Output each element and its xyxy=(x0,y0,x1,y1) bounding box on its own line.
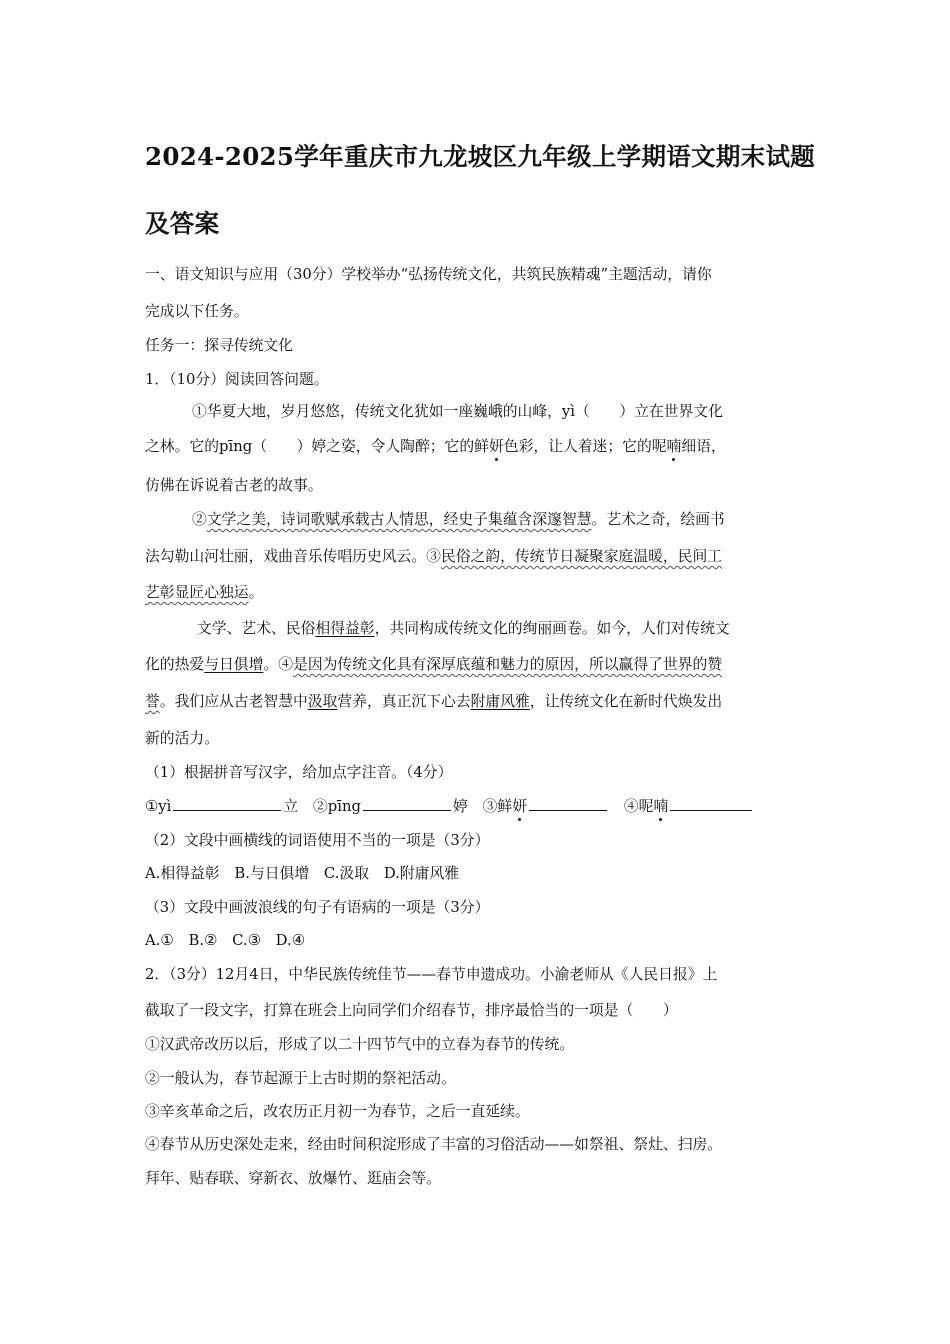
dotted-char: 妍 xyxy=(512,798,528,815)
text: 营养，真正沉下心去 xyxy=(337,693,471,710)
question-2-stem-line2: 截取了一段文字，打算在班会上向同学们介绍春节，排序最恰当的一项是（ ） xyxy=(145,1002,678,1019)
sentence-3: ③辛亥革命之后，改农历正月初一为春节，之后一直延续。 xyxy=(145,1103,530,1120)
section-intro-line2: 完成以下任务。 xyxy=(145,303,249,320)
dotted-char: 喃 xyxy=(666,438,682,455)
dotted-char: 妍 xyxy=(488,438,504,455)
dotted-char: 喃 xyxy=(653,798,669,815)
text: 化的热爱 xyxy=(145,656,205,673)
sentence-1: ①汉武帝改历以后，形成了以二十四节气中的立春为春节的传统。 xyxy=(145,1036,575,1053)
wavy-underlined-sentence: 民俗之韵，传统节日凝聚家庭温暖，民间工 xyxy=(440,548,723,565)
fill-in-blanks-row xyxy=(145,796,754,817)
text: 文学、艺术、民俗 xyxy=(197,620,316,637)
blank-suffix: 立 xyxy=(283,798,299,815)
answer-blank[interactable] xyxy=(363,796,451,811)
task-heading: 任务一：探寻传统文化 xyxy=(145,337,293,354)
document-title-line1: 2024-2025学年重庆市九龙坡区九年级上学期语文期末试题 xyxy=(145,142,816,171)
answer-blank[interactable] xyxy=(529,796,607,811)
sentence-4-line2: 拜年、贴春联、穿新衣、放爆竹、逛庙会等。 xyxy=(145,1170,441,1187)
text: 细语， xyxy=(681,438,726,455)
section-intro-line1: 一、语文知识与应用（30分）学校举办“弘扬传统文化，共筑民族精魂”主题活动，请你 xyxy=(145,266,712,283)
blank-label: ①yì xyxy=(145,798,172,815)
blank-label: ③鲜 xyxy=(482,798,513,815)
passage-p3-line1 xyxy=(197,619,730,639)
text: ，让传统文化在新时代焕发出 xyxy=(529,693,723,710)
passage-p2-line2 xyxy=(145,547,722,567)
text: 。我们应从古老智慧中 xyxy=(159,693,308,710)
text: ，共同构成传统文化的绚丽画卷。如今，人们对传统文 xyxy=(374,620,730,637)
text: ② xyxy=(192,511,207,528)
text: 法勾勒山河壮丽，戏曲音乐传唱历史风云。③ xyxy=(145,548,441,565)
underlined-word: 汲取 xyxy=(307,693,338,710)
underlined-word: 与日俱增 xyxy=(204,656,264,673)
question-2-stem-line1: 2．（3分）12月4日，中华民族传统佳节——春节申遗成功。小渝老师从《人民日报》上 xyxy=(145,966,718,983)
wavy-underlined-sentence: 誉 xyxy=(145,693,160,710)
passage-p2-line3 xyxy=(145,583,263,603)
question-1-stem: 1．（10分）阅读回答问题。 xyxy=(145,371,329,388)
answer-blank[interactable] xyxy=(670,796,752,811)
subquestion-2-options: A.相得益彰 B.与日俱增 C.汲取 D.附庸风雅 xyxy=(145,865,460,882)
subquestion-3: （3）文段中画波浪线的句子有语病的一项是（3分） xyxy=(145,899,490,916)
passage-p3-line2 xyxy=(145,655,722,675)
wavy-underlined-sentence: 是因为传统文化具有深厚底蕴和魅力的原因，所以赢得了世界的赞 xyxy=(293,656,723,673)
underlined-word: 附庸风雅 xyxy=(470,693,530,710)
text: 。④ xyxy=(263,656,294,673)
passage-p3-line4: 新的活力。 xyxy=(145,730,219,747)
passage-p1-line2 xyxy=(145,437,726,457)
text: 。 xyxy=(248,584,264,601)
wavy-underlined-sentence: 艺彰显匠心独运 xyxy=(145,584,249,601)
blank-label: ②pīng xyxy=(312,798,361,815)
sentence-2: ②一般认为，春节起源于上古时期的祭祀活动。 xyxy=(145,1070,456,1087)
document-title-line2: 及答案 xyxy=(145,209,220,238)
subquestion-1: （1）根据拼音写汉字，给加点字注音。（4分） xyxy=(145,764,453,781)
subquestion-2: （2）文段中画横线的词语使用不当的一项是（3分） xyxy=(145,832,490,849)
blank-label: ④呢 xyxy=(623,798,654,815)
blank-suffix: 婷 xyxy=(453,798,468,815)
passage-p1-line1: ①华夏大地，岁月悠悠，传统文化犹如一座巍峨的山峰，yì（ ）立在世界文化 xyxy=(192,403,723,420)
passage-p3-line3 xyxy=(145,692,722,712)
passage-p1-line3: 仿佛在诉说着古老的故事。 xyxy=(145,477,323,494)
passage-p2-line1 xyxy=(192,510,725,530)
sentence-4-line1: ④春节从历史深处走来，经由时间积淀形成了丰富的习俗活动——如祭祖、祭灶、扫房。 xyxy=(145,1136,723,1153)
text: 之林。它的pīng（ ）婷之姿，令人陶醉；它的鲜 xyxy=(145,438,489,455)
text: 。艺术之奇，绘画书 xyxy=(591,511,725,528)
subquestion-3-options: A.① B.② C.③ D.④ xyxy=(145,932,305,949)
answer-blank[interactable] xyxy=(173,796,281,811)
wavy-underlined-sentence: 文学之美，诗词歌赋承载古人情思，经史子集蕴含深邃智慧 xyxy=(206,511,592,528)
underlined-word: 相得益彰 xyxy=(315,620,375,637)
text: 色彩，让人着迷；它的呢 xyxy=(503,438,667,455)
